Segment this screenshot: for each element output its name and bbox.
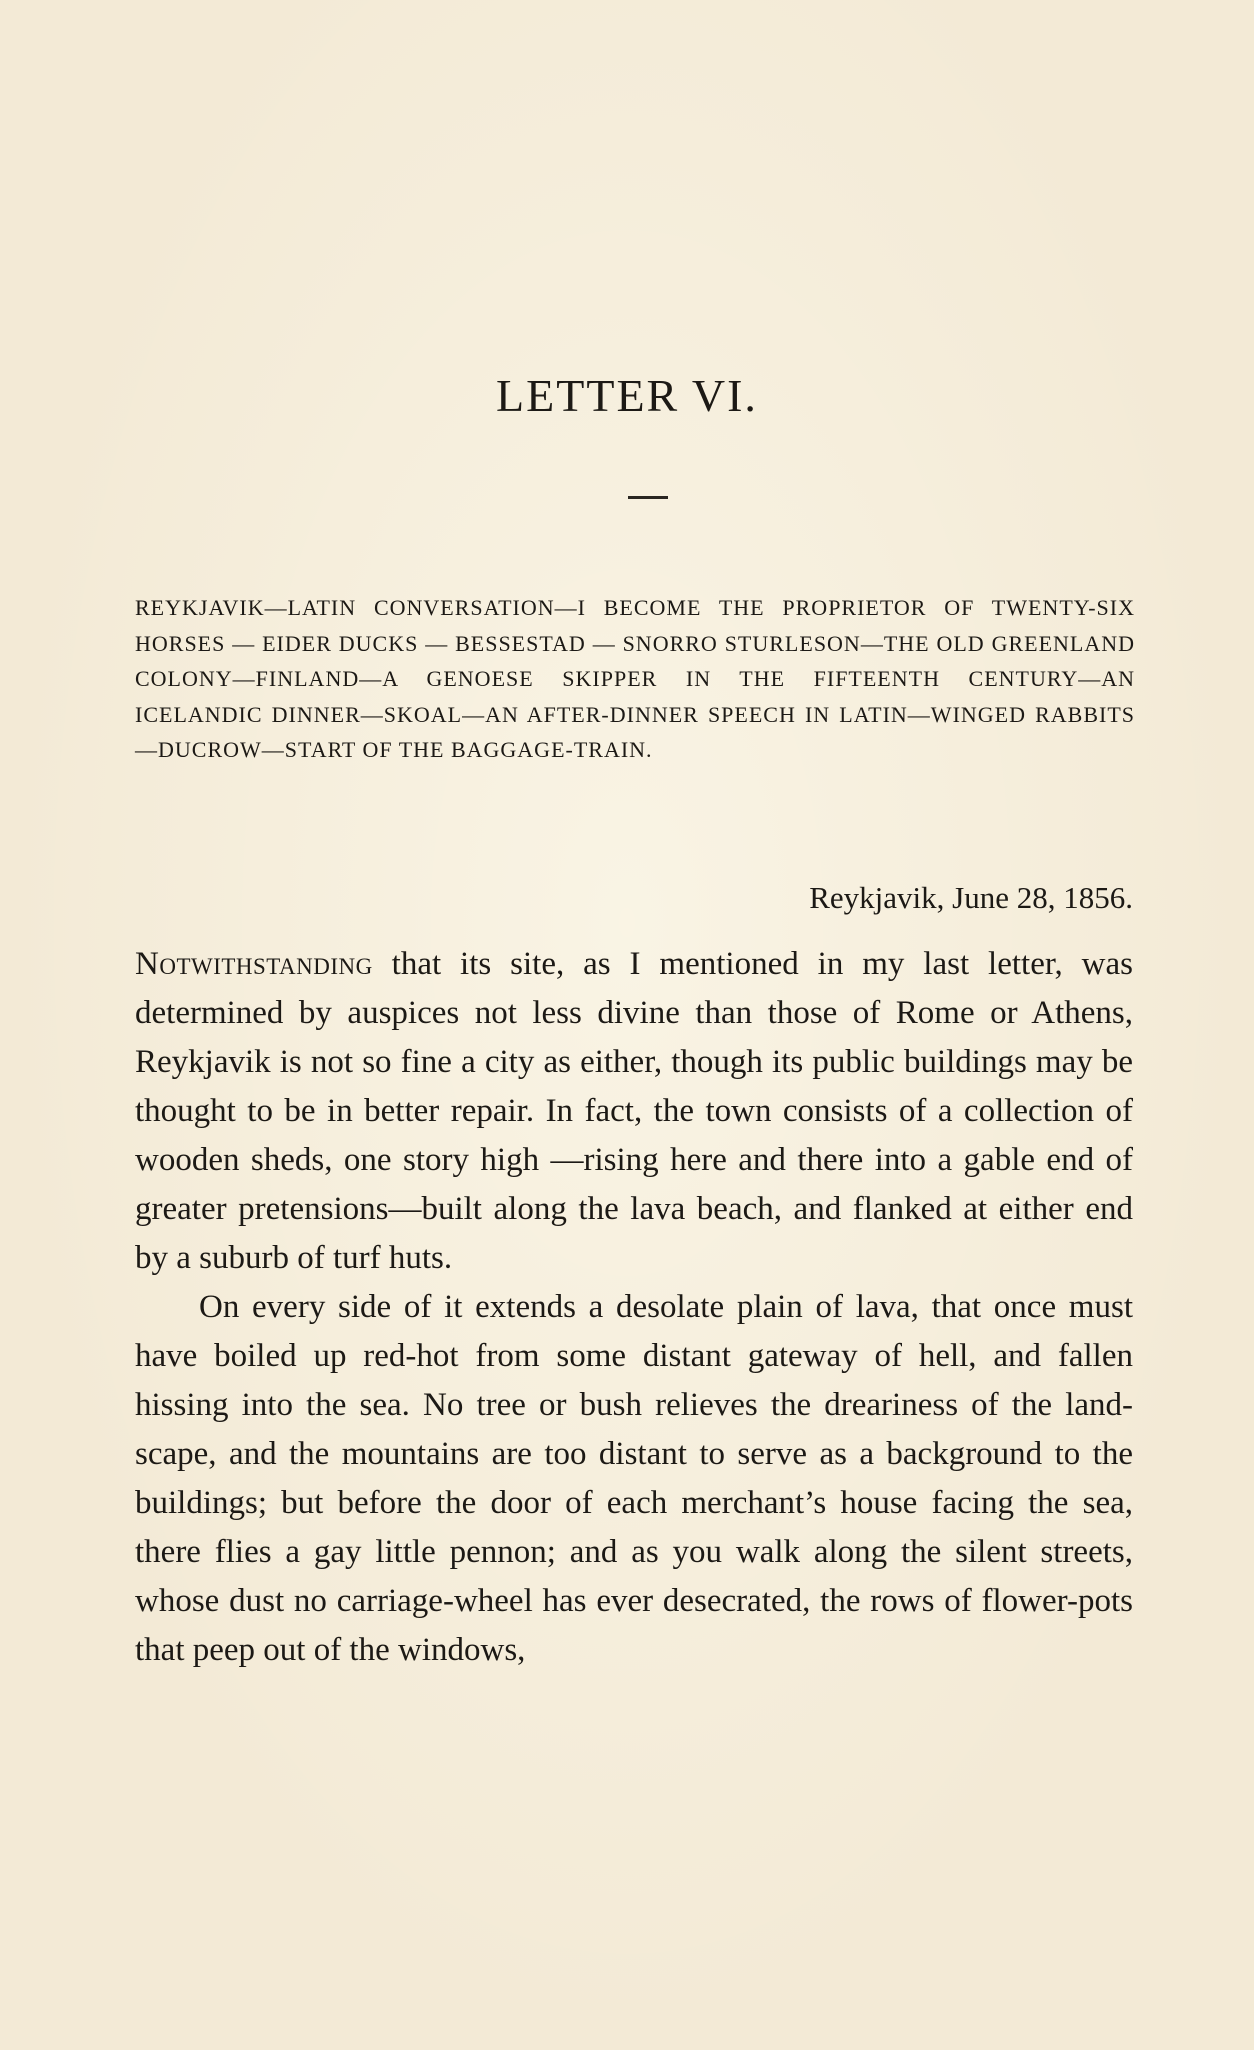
paragraph-text: On every side of it extends a desolate plain of lava, that once must have boiled up red-hot from some distant gateway of hell, and fallen hissing into the sea. No tree or bush relieves the dreariness of the land-scape, and the mountains are too distant to serve as a background to the buildings; but before the door of each merchant’s house facing the sea, there flies a gay little pennon; and as you walk along the silent streets, whose dust no carriage-wheel has ever desecrated, the rows of flower-pots that peep out of the windows, — [135, 1289, 1133, 1668]
letter-title: LETTER VI. — [496, 370, 758, 421]
body-paragraph — [135, 1283, 1133, 1675]
body-paragraph — [135, 940, 1133, 1283]
letter-dateline: Reykjavik, June 28, 1856. — [809, 880, 1133, 915]
paragraph-lead-word: Notwithstanding — [135, 946, 373, 982]
chapter-summary: REYKJAVIK—LATIN CONVERSATION—I BECOME THE PROPRIETOR OF TWENTY-SIX HORSES — EIDER DUCKS — BESSESTAD — SNORRO STURLESON—THE OLD GREENLAND COLONY—FINLAND—A GENOESE SKIPPER IN THE FIFTEENTH CENTURY—AN ICELANDIC DINNER—SKOAL—AN AFTER-DINNER SPEECH IN LATIN—WINGED RABBITS—DUCROW—START OF THE BAGGAGE-TRAIN. — [135, 595, 1135, 762]
paragraph-text: that its site, as I mentioned in my last letter, was determined by auspices not less divine than those of Rome or Athens, Reykjavik is not so fine a city as either, though its public buildings may be thought to be in better repair. In fact, the town consists of a collection of wooden sheds, one story high —rising here and there into a gable end of greater pretensions—built along the lava beach, and flanked at either end by a suburb of turf huts. — [135, 946, 1133, 1276]
letter-body — [135, 940, 1133, 1675]
title-rule-divider — [628, 496, 668, 499]
